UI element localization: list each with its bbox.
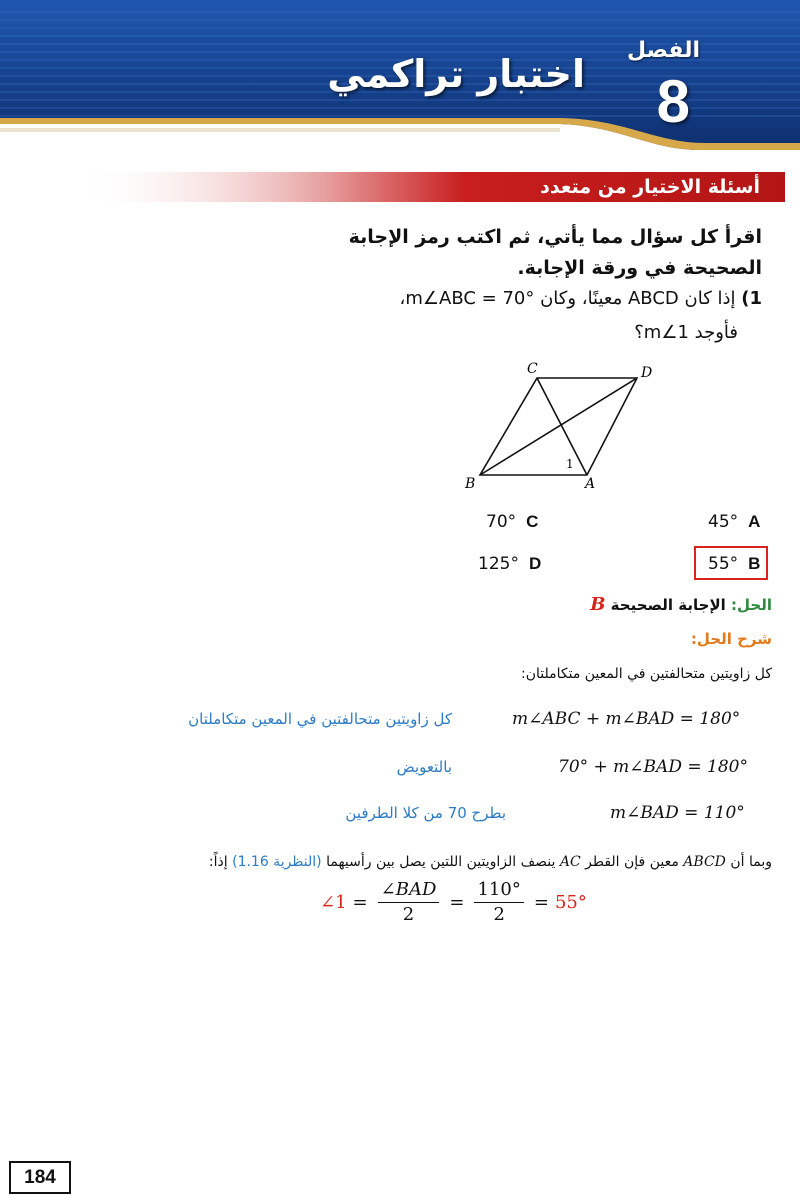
choice-b-value: 55° [708,554,739,574]
fraction-2-denominator: 2 [493,904,505,925]
diagonal-ac [537,378,587,475]
choice-d-value: 125° [478,554,519,574]
fraction-bad-over-2 [378,878,440,927]
final-lhs: ∠1 [320,892,347,913]
answer-text: الإجابة الصحيحة [610,596,726,614]
answer-letter: B [590,594,606,615]
rhombus-figure [455,358,675,498]
because-ac: AC [559,854,581,870]
because-abcd: ABCD [683,854,726,870]
fraction-1-numerator: ∠BAD [378,878,440,903]
equation-1: m∠ABC + m∠BAD = 180° [512,709,741,729]
final-eq-1: = [352,892,368,913]
page-number: 184 [9,1161,71,1194]
chapter-number: 8 [656,68,690,135]
fraction-1-denominator: 2 [402,904,415,925]
choice-d-letter: D [528,554,542,573]
solution-label: الحل: [731,596,772,614]
angle-label-1: 1 [566,457,574,471]
instructions: اقرأ كل سؤال مما يأتي، ثم اكتب رمز الإجابة الصحيحة في ورقة الإجابة. [348,226,762,279]
because-mid: معين فإن القطر [585,854,679,870]
question-text-1: إذا كان ABCD معينًا، وكان m∠ABC = 70°، [399,288,736,309]
final-eq-2: = [449,892,465,913]
choice-a-value: 45° [708,512,739,532]
chapter-banner [0,0,800,150]
equation-2-note: بالتعويض [396,758,452,776]
because-end: إذاً: [208,854,228,870]
final-eq-3: = [533,892,549,913]
choice-d[interactable] [478,554,541,574]
chapter-label: الفصل [627,38,700,63]
equation-3-note: بطرح 70 من كلا الطرفين [345,804,506,822]
vertex-label-a: A [585,476,596,492]
theorem-reference: (النظرية 1.16) [232,854,322,870]
question-line-1 [400,288,762,309]
choice-c[interactable] [486,512,538,532]
choice-c-letter: C [526,512,539,531]
vertex-label-b: B [465,476,476,492]
section-title: أسئلة الاختيار من متعدد [540,176,760,198]
page-title: اختبار تراكمي [327,52,585,96]
equation-3: m∠BAD = 110° [610,803,745,823]
choice-a-letter: A [748,512,761,531]
explanation-label: شرح الحل: [690,630,772,648]
question-line-2: فأوجد m∠1؟ [634,322,738,343]
diagonal-bd [480,378,637,475]
final-result: 55° [554,892,587,913]
equation-2: 70° + m∠BAD = 180° [558,757,748,777]
fraction-2-numerator: 110° [474,878,523,903]
choice-c-value: 70° [486,512,517,532]
vertex-label-c: C [527,361,538,377]
final-equation [320,878,587,927]
equation-1-note: كل زاويتين متحالفتين في المعين متكاملتان [188,710,452,728]
choice-b[interactable] [708,554,760,574]
explanation-intro: كل زاويتين متحالفتين في المعين متكاملتان: [520,666,772,682]
because-pre: وبما أن [730,854,772,870]
because-post: ينصف الزاويتين اللتين يصل بين رأسيهما [326,854,556,870]
fraction-110-over-2 [474,878,523,927]
question-number: 1) [741,288,762,309]
because-line [209,854,772,870]
solution-line [590,594,772,615]
choice-a[interactable] [708,512,760,532]
choice-b-letter: B [748,554,761,573]
vertex-label-d: D [641,365,653,381]
